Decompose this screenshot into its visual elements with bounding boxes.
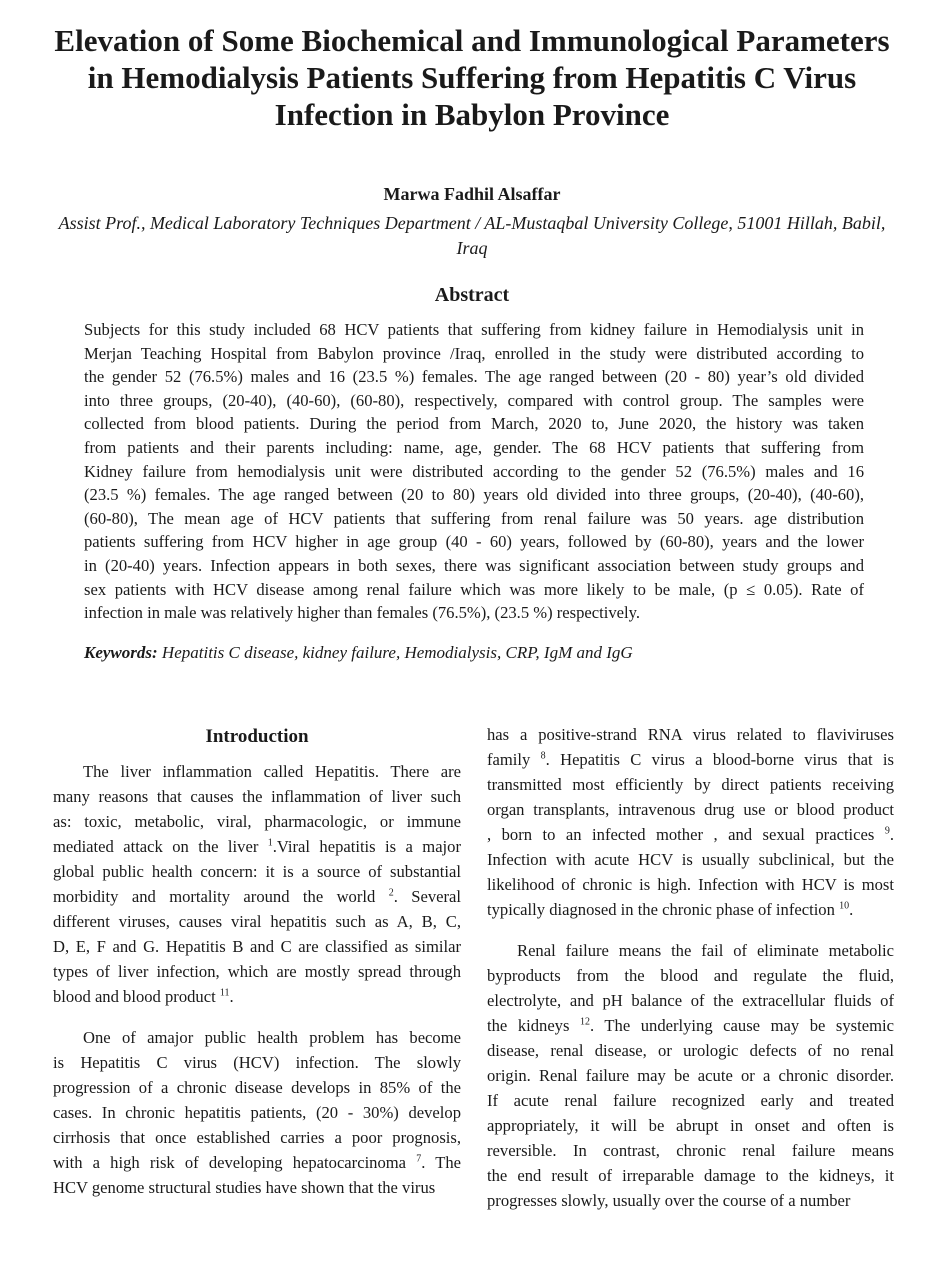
citation-number: 2 — [388, 887, 394, 899]
keywords-text: Hepatitis C disease, kidney failure, Hemodialysis, CRP, IgM and IgG — [161, 643, 633, 662]
text-run: . The — [421, 1153, 462, 1172]
keywords — [84, 641, 864, 665]
text-line — [53, 984, 461, 1009]
citation-number: 10 — [839, 900, 850, 912]
text-line: appropriately, it will be abrupt in onset and often is — [487, 1116, 894, 1135]
text-line — [487, 822, 894, 847]
text-run: blood and blood product — [53, 987, 220, 1006]
text-run: .Viral hepatitis is a major — [272, 837, 461, 856]
text-line: reversible. In contrast, chronic renal failure means — [487, 1141, 894, 1160]
text-line: cirrhosis that once established carries a poor prognosis, — [53, 1128, 461, 1147]
text-line: the end result of irreparable damage to the kidneys, it — [487, 1166, 894, 1185]
text-run: morbidity and mortality around the world — [53, 887, 389, 906]
text-line: The liver inflammation called Hepatitis. There are — [83, 762, 461, 781]
text-line: is Hepatitis C virus (HCV) infection. The slowly — [53, 1053, 461, 1072]
text-line: Renal failure means the fail of eliminate metabolic — [517, 941, 894, 960]
paragraph — [487, 722, 894, 922]
abstract-line: (60-80), The mean age of HCV patients that suffering from renal failure was 50 years. age distribution — [84, 508, 864, 528]
text-line: One of amajor public health problem has become — [83, 1028, 461, 1047]
text-line: byproducts from the blood and regulate the fluid, — [487, 966, 894, 985]
text-run: . Hepatitis C virus a blood-borne virus that is — [545, 750, 894, 769]
text-line: If acute renal failure recognized early and treated — [487, 1091, 894, 1110]
text-line — [53, 884, 461, 909]
text-line: has a positive-strand RNA virus related to flaviviruses — [487, 725, 894, 744]
text-line — [487, 1013, 894, 1038]
abstract-line: Merjan Teaching Hospital from Babylon province /Iraq, enrolled in the study were distributed according to — [84, 343, 864, 363]
citation-number: 8 — [540, 750, 546, 762]
text-line — [53, 834, 461, 859]
text-line: cases. In chronic hepatitis patients, (20 - 30%) develop — [53, 1103, 461, 1122]
abstract-line: (23.5 %) females. The age ranged between (20 to 80) years old divided into three groups, (20-40), (40-60), — [84, 485, 864, 505]
citation-number: 9 — [884, 825, 890, 837]
abstract-line: infection in male was relatively higher than females (76.5%), (23.5 %) respectively. — [84, 603, 640, 623]
citation-number: 11 — [219, 987, 230, 999]
text-line — [53, 1150, 461, 1175]
text-run: the kidneys — [487, 1016, 580, 1035]
right-column — [487, 722, 894, 1229]
text-run: . Several — [393, 887, 461, 906]
text-run: . The underlying cause may be systemic — [590, 1016, 894, 1035]
abstract-body — [84, 318, 864, 625]
abstract-line: from patients and their parents including: name, age, gender. The 68 HCV patients that suffering from — [84, 437, 864, 457]
abstract-line: in (20-40) years. Infection appears in both sexes, there was significant association between study groups and — [84, 555, 864, 575]
citation-number: 7 — [416, 1153, 422, 1165]
text-line: types of liver infection, which are mostly spread through — [53, 962, 461, 981]
abstract-line: Kidney failure from hemodialysis unit were distributed according to the gender 52 (76.5%) males and 16 — [84, 461, 864, 481]
text-line: organ transplants, intravenous drug use or blood product — [487, 800, 894, 819]
text-line: different viruses, causes viral hepatitis such as A, B, C, — [53, 912, 461, 931]
title-line: Elevation of Some Biochemical and Immunological Parameters — [54, 23, 890, 58]
left-column — [53, 724, 461, 1216]
keywords-label: Keywords: — [84, 643, 158, 662]
paragraph — [53, 1025, 461, 1200]
abstract-line: the gender 52 (76.5%) males and 16 (23.5 %) females. The age ranged between (20 - 80) year’s old divided — [84, 367, 864, 387]
abstract-line: collected from blood patients. During the period from March, 2020 to, June 2020, the history was taken — [84, 414, 864, 434]
citation-number: 12 — [580, 1016, 590, 1028]
text-line: as: toxic, metabolic, viral, pharmacologic, or immune — [53, 812, 461, 831]
text-line: disease, renal disease, or urologic defects of no renal — [487, 1041, 894, 1060]
text-line: origin. Renal failure may be acute or a chronic disorder. — [487, 1066, 894, 1085]
introduction-heading: Introduction — [205, 726, 309, 747]
author-name: Marwa Fadhil Alsaffar — [383, 184, 561, 204]
abstract-line: Subjects for this study included 68 HCV patients that suffering from kidney failure in Hemodialysis unit in — [84, 320, 864, 339]
text-run: family — [487, 750, 541, 769]
paper-title — [40, 22, 904, 133]
text-run: , born to an infected mother , and sexual practices — [487, 825, 885, 844]
text-line: HCV genome structural studies have shown that the virus — [53, 1178, 436, 1197]
text-run: typically diagnosed in the chronic phase of infection — [487, 900, 840, 919]
paragraph — [53, 759, 461, 1009]
text-run: . — [229, 987, 234, 1006]
text-line — [487, 897, 894, 922]
abstract-line: sex patients with HCV disease among renal failure which was more likely to be male, (p ≤ 0.05). Rate of — [84, 579, 864, 599]
text-line: transmitted most efficiently by direct patients receiving — [487, 775, 894, 794]
text-run: . — [889, 825, 894, 844]
author-affiliation — [40, 211, 904, 261]
title-line: in Hemodialysis Patients Suffering from Hepatitis C Virus — [87, 60, 857, 95]
text-line: electrolyte, and pH balance of the extracellular fluids of — [487, 991, 894, 1010]
abstract-line: into three groups, (20-40), (40-60), (60-80), respectively, compared with control group. The samples were — [84, 390, 864, 410]
text-line: progression of a chronic disease develops in 85% of the — [53, 1078, 461, 1097]
text-run: with a high risk of developing hepatocarcinoma — [53, 1153, 417, 1172]
citation-number: 1 — [267, 837, 273, 849]
text-line: D, E, F and G. Hepatitis B and C are classified as similar — [53, 937, 461, 956]
abstract-heading: Abstract — [434, 284, 510, 306]
affiliation-line: Assist Prof., Medical Laboratory Techniques Department / AL-Mustaqbal University College, 51001 Hillah, Babil, — [58, 213, 886, 233]
text-line: global public health concern: it is a source of substantial — [53, 862, 461, 881]
text-line: progresses slowly, usually over the course of a number — [487, 1191, 851, 1210]
text-line: Infection with acute HCV is usually subclinical, but the — [487, 850, 894, 869]
title-line: Infection in Babylon Province — [274, 97, 670, 132]
text-run: . — [849, 900, 854, 919]
text-line: likelihood of chronic is high. Infection with HCV is most — [487, 875, 894, 894]
text-line: many reasons that causes the inflammation of liver such — [53, 787, 461, 806]
paragraph — [487, 938, 894, 1213]
text-line — [487, 747, 894, 772]
affiliation-line: Iraq — [456, 238, 488, 258]
text-run: mediated attack on the liver — [53, 837, 268, 856]
abstract-line: patients suffering from HCV higher in age group (40 - 60) years, followed by (60-80), years and the lower — [84, 532, 864, 552]
